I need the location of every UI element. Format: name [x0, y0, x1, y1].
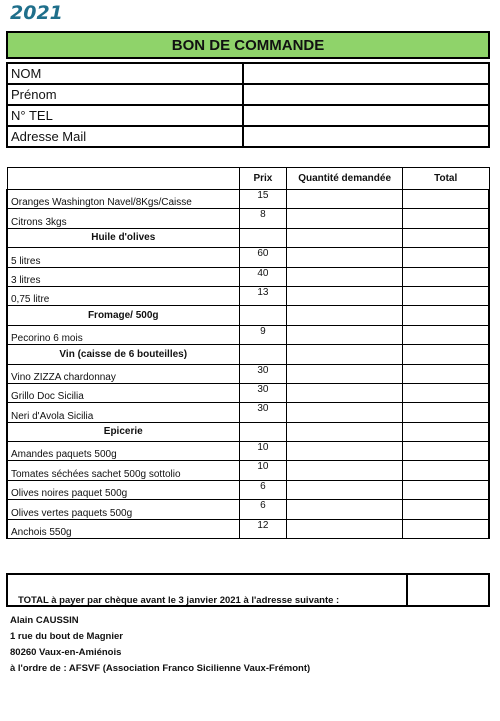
total-input[interactable]	[402, 480, 489, 499]
order-item-row	[7, 209, 489, 228]
quantity-input[interactable]	[287, 286, 403, 305]
identity-label: N° TEL	[7, 105, 243, 126]
total-input[interactable]	[402, 286, 489, 305]
total-input[interactable]	[402, 519, 489, 538]
quantity-input[interactable]	[287, 190, 403, 209]
section-row	[7, 345, 489, 364]
identity-input-email[interactable]	[243, 126, 489, 147]
item-label: Olives vertes paquets 500g	[7, 500, 239, 519]
item-price: 30	[239, 364, 287, 383]
item-label: 5 litres	[7, 248, 239, 267]
order-item-row	[7, 383, 489, 402]
section-label: Huile d'olives	[7, 228, 239, 247]
year-heading: 2021	[10, 2, 63, 24]
total-input[interactable]	[402, 461, 489, 480]
item-label: Neri d'Avola Sicilia	[7, 403, 239, 422]
total-cell	[402, 345, 489, 364]
section-label: Epicerie	[7, 422, 239, 441]
item-price: 10	[239, 442, 287, 461]
item-price: 30	[239, 403, 287, 422]
quantity-cell	[287, 345, 403, 364]
section-label: Vin (caisse de 6 bouteilles)	[7, 345, 239, 364]
item-label: Olives noires paquet 500g	[7, 480, 239, 499]
section-row	[7, 306, 489, 325]
identity-label: NOM	[7, 63, 243, 84]
order-item-row	[7, 248, 489, 267]
item-label: Tomates séchées sachet 500g sottolio	[7, 461, 239, 480]
total-cell	[402, 306, 489, 325]
item-label: Vino ZIZZA chardonnay	[7, 364, 239, 383]
quantity-input[interactable]	[287, 248, 403, 267]
item-label: Grillo Doc Sicilia	[7, 383, 239, 402]
item-label: Anchois 550g	[7, 519, 239, 538]
quantity-cell	[287, 228, 403, 247]
item-price: 13	[239, 286, 287, 305]
item-price: 6	[239, 500, 287, 519]
price-cell	[239, 345, 287, 364]
identity-input-tel[interactable]	[243, 105, 489, 126]
quantity-input[interactable]	[287, 461, 403, 480]
header-quantity: Quantité demandée	[287, 168, 403, 190]
item-price: 30	[239, 383, 287, 402]
item-price: 60	[239, 248, 287, 267]
header-price: Prix	[239, 168, 287, 190]
identity-input-nom[interactable]	[243, 63, 489, 84]
total-input[interactable]	[402, 248, 489, 267]
item-price: 10	[239, 461, 287, 480]
total-box	[6, 573, 490, 607]
address-line: à l'ordre de : AFSVF (Association Franco Sicilienne Vaux-Frémont)	[10, 663, 311, 674]
address-line: Alain CAUSSIN	[10, 615, 79, 626]
section-row	[7, 228, 489, 247]
identity-label: Prénom	[7, 84, 243, 105]
order-item-row	[7, 325, 489, 344]
quantity-input[interactable]	[287, 403, 403, 422]
payment-address	[10, 613, 310, 677]
order-item-row	[7, 267, 489, 286]
quantity-input[interactable]	[287, 519, 403, 538]
item-label: 3 litres	[7, 267, 239, 286]
order-item-row	[7, 480, 489, 499]
order-table	[6, 167, 490, 539]
address-line: 80260 Vaux-en-Amiénois	[10, 647, 122, 658]
order-header-row	[7, 168, 489, 190]
total-input[interactable]	[402, 442, 489, 461]
identity-row-prenom	[7, 84, 489, 105]
identity-table	[6, 62, 490, 148]
quantity-input[interactable]	[287, 480, 403, 499]
header-total: Total	[402, 168, 489, 190]
item-label: 0,75 litre	[7, 286, 239, 305]
item-price: 15	[239, 190, 287, 209]
header-item	[7, 168, 239, 190]
order-item-row	[7, 190, 489, 209]
quantity-input[interactable]	[287, 383, 403, 402]
item-price: 40	[239, 267, 287, 286]
identity-row-email	[7, 126, 489, 147]
total-label: TOTAL à payer par chèque avant le 3 janvier 2021 à l'adresse suivante :	[18, 595, 340, 606]
quantity-input[interactable]	[287, 500, 403, 519]
item-label: Amandes paquets 500g	[7, 442, 239, 461]
total-cell	[402, 228, 489, 247]
quantity-input[interactable]	[287, 209, 403, 228]
order-item-row	[7, 286, 489, 305]
identity-row-tel	[7, 105, 489, 126]
total-input[interactable]	[402, 383, 489, 402]
total-input[interactable]	[402, 209, 489, 228]
section-label: Fromage/ 500g	[7, 306, 239, 325]
total-input[interactable]	[402, 267, 489, 286]
total-input[interactable]	[402, 500, 489, 519]
total-separator	[406, 575, 408, 605]
quantity-cell	[287, 422, 403, 441]
order-item-row	[7, 403, 489, 422]
item-label: Oranges Washington Navel/8Kgs/Caisse	[7, 190, 239, 209]
total-input[interactable]	[402, 325, 489, 344]
section-row	[7, 422, 489, 441]
quantity-input[interactable]	[287, 442, 403, 461]
item-price: 12	[239, 519, 287, 538]
order-item-row	[7, 519, 489, 538]
form-title: BON DE COMMANDE	[6, 31, 490, 59]
item-price: 8	[239, 209, 287, 228]
item-price: 6	[239, 480, 287, 499]
price-cell	[239, 306, 287, 325]
price-cell	[239, 422, 287, 441]
total-input[interactable]	[402, 190, 489, 209]
order-item-row	[7, 500, 489, 519]
identity-input-prenom[interactable]	[243, 84, 489, 105]
item-price: 9	[239, 325, 287, 344]
item-label: Citrons 3kgs	[7, 209, 239, 228]
identity-row-nom	[7, 63, 489, 84]
address-line: 1 rue du bout de Magnier	[10, 631, 123, 642]
order-item-row	[7, 442, 489, 461]
order-item-row	[7, 461, 489, 480]
quantity-input[interactable]	[287, 364, 403, 383]
order-body	[7, 190, 489, 539]
total-input[interactable]	[402, 364, 489, 383]
order-item-row	[7, 364, 489, 383]
item-label: Pecorino 6 mois	[7, 325, 239, 344]
quantity-input[interactable]	[287, 267, 403, 286]
quantity-input[interactable]	[287, 325, 403, 344]
price-cell	[239, 228, 287, 247]
total-cell	[402, 422, 489, 441]
quantity-cell	[287, 306, 403, 325]
total-input[interactable]	[402, 403, 489, 422]
identity-label: Adresse Mail	[7, 126, 243, 147]
